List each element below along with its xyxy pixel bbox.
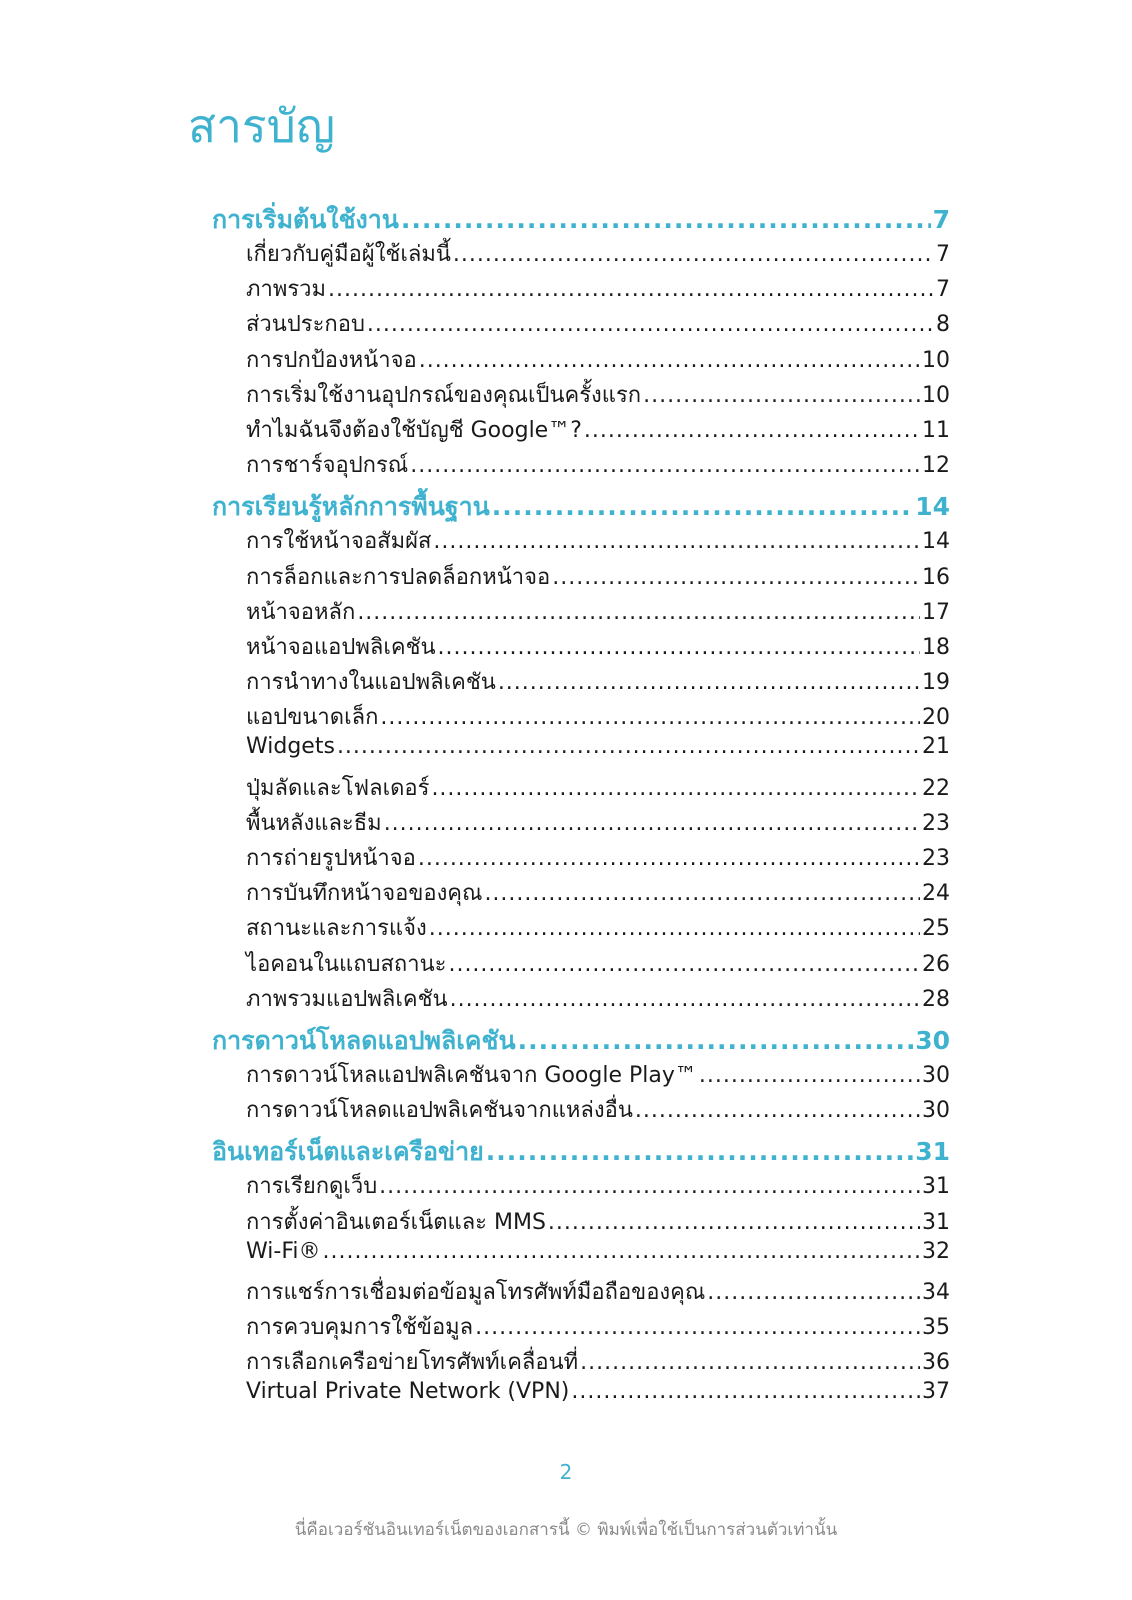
toc-entry[interactable] [212,559,950,594]
toc-section-page: 31 [915,1137,950,1167]
toc-entry-label: หน้าจอแอปพลิเคชัน [246,634,436,660]
toc-section-entry[interactable] [212,200,950,236]
toc-entry[interactable] [212,1092,950,1127]
dot-leader [379,1174,920,1199]
toc-entry[interactable] [212,377,950,412]
toc-entry-page: 35 [922,1315,950,1341]
toc-entry-page: 26 [922,951,950,977]
dot-leader [699,1063,920,1088]
toc-section-entry[interactable] [212,1021,950,1057]
toc-entry-page: 36 [922,1350,950,1376]
toc-entry-label: ไอคอนในแถบสถานะ [246,951,447,977]
toc-entry-page: 31 [922,1209,950,1235]
dot-leader [367,312,934,337]
toc-section-label: การเรียนรู้หลักการพื้นฐาน [212,492,490,522]
toc-section-page: 7 [932,205,950,234]
toc-entry-label: การชาร์จอุปกรณ์ [246,453,409,479]
toc-entry[interactable] [212,1239,950,1274]
dot-leader [448,952,920,977]
toc-entry[interactable] [212,734,950,769]
toc-entry-page: 19 [922,670,950,696]
toc-entry-page: 14 [922,529,950,555]
dot-leader [438,635,920,660]
toc-entry[interactable] [212,1204,950,1239]
toc-entry-label: การล็อกและการปลดล็อกหน้าจอ [246,564,551,590]
toc-entry[interactable] [212,1379,950,1414]
dot-leader [337,734,920,759]
dot-leader [401,205,931,234]
dot-leader [384,811,920,836]
dot-leader [492,492,913,521]
toc-entry-page: 18 [922,634,950,660]
toc-entry-page: 28 [922,986,950,1012]
toc-entry-page: 31 [922,1174,950,1200]
dot-leader [429,916,920,941]
toc-entry-label: แอปขนาดเล็ก [246,705,379,731]
toc-entry[interactable] [212,664,950,699]
toc-entry-page: 20 [922,705,950,731]
toc-entry-label: พื้นหลังและธีม [246,810,382,836]
toc-section-label: การดาวน์โหลดแอปพลิเคชัน [212,1025,516,1055]
toc-entry-page: 23 [922,810,950,836]
toc-entry-label: การเริ่มใช้งานอุปกรณ์ของคุณเป็นครั้งแรก [246,382,642,408]
toc-entry[interactable] [212,699,950,734]
toc-section-page: 30 [915,1025,950,1055]
toc-entry-page: 7 [936,242,950,267]
toc-section-label: อินเทอร์เน็ตและเครือข่าย [212,1137,484,1167]
toc-entry-label: ส่วนประกอบ [246,312,365,338]
toc-entry-page: 22 [922,775,950,801]
toc-entry-label: การถ่ายรูปหน้าจอ [246,846,416,871]
toc-entry-label: การเลือกเครือข่ายโทรศัพท์เคลื่อนที่ [246,1350,579,1376]
dot-leader [571,1379,920,1404]
dot-leader [323,1239,921,1264]
toc-entry[interactable] [212,875,950,910]
toc-entry-page: 10 [922,382,950,408]
toc-entry[interactable] [212,910,950,945]
toc-section-label: การเริ่มต้นใช้งาน [212,205,399,234]
toc-entry[interactable] [212,981,950,1016]
toc-entry-label: Widgets [246,734,335,760]
toc-entry-label: เกี่ยวกับคู่มือผู้ใช้เล่มนี้ [246,242,451,267]
dot-leader [410,453,920,478]
toc-entry-page: 17 [922,599,950,625]
toc-entry[interactable] [212,342,950,377]
toc-section-page: 14 [915,492,950,522]
dot-leader [357,600,920,625]
toc-entry-label: ภาพรวมแอปพลิเคชัน [246,986,448,1012]
toc-entry-page: 16 [922,564,950,590]
toc-entry[interactable] [212,1309,950,1344]
toc-entry-label: การดาวน์โหลดแอปพลิเคชันจากแหล่งอื่น [246,1098,633,1124]
toc-entry[interactable] [212,1057,950,1092]
toc-entry-label: หน้าจอหลัก [246,599,356,625]
table-of-contents [212,200,950,1415]
toc-entry[interactable] [212,840,950,875]
toc-entry[interactable] [212,594,950,629]
toc-entry-page: 30 [922,1062,950,1088]
toc-entry[interactable] [212,1168,950,1203]
toc-entry[interactable] [212,770,950,805]
dot-leader [475,1315,920,1340]
toc-entry[interactable] [212,629,950,664]
toc-entry-label: Virtual Private Network (VPN) [246,1379,570,1405]
dot-leader [328,277,934,302]
dot-leader [643,383,920,408]
toc-section-entry[interactable] [212,487,950,523]
toc-entry-page: 23 [922,846,950,871]
toc-entry-label: Wi-Fi® [246,1238,321,1264]
toc-entry[interactable] [212,946,950,981]
toc-entry-label: การนำทางในแอปพลิเคชัน [246,670,496,696]
toc-entry-page: 25 [922,916,950,942]
dot-leader [453,242,934,267]
toc-entry[interactable] [212,1344,950,1379]
toc-entry-page: 37 [922,1379,950,1405]
dot-leader [380,705,920,730]
footer-note: นี่คือเวอร์ชันอินเทอร์เน็ตของเอกสารนี้ © พิมพ์เพื่อใช้เป็นการส่วนตัวเท่านั้น [294,1520,838,1540]
toc-entry-page: 21 [922,734,950,760]
dot-leader [584,418,920,443]
toc-entry-page: 24 [922,881,950,907]
page-title: สารบัญ [188,99,336,153]
dot-leader [552,565,920,590]
page-number: 2 [559,1460,573,1484]
toc-entry-label: การแชร์การเชื่อมต่อข้อมูลโทรศัพท์มือถือของคุณ [246,1279,706,1305]
toc-entry-page: 7 [936,277,950,303]
dot-leader [548,1210,920,1235]
dot-leader [635,1098,920,1123]
dot-leader [419,348,920,373]
dot-leader [431,776,920,801]
dot-leader [580,1350,920,1375]
toc-entry-page: 10 [922,347,950,373]
toc-entry[interactable] [212,236,950,271]
dot-leader [707,1280,920,1305]
toc-entry-label: การควบคุมการใช้ข้อมูล [246,1315,474,1341]
toc-entry-page: 11 [922,417,950,443]
toc-entry[interactable] [212,306,950,341]
toc-section-entry[interactable] [212,1132,950,1168]
toc-entry-label: การบันทึกหน้าจอของคุณ [246,881,483,907]
toc-entry-label: ทำไมฉันจึงต้องใช้บัญชี Google™? [246,417,582,443]
toc-entry-label: การปกป้องหน้าจอ [246,347,417,373]
toc-entry-label: การใช้หน้าจอสัมผัส [246,529,432,555]
toc-entry[interactable] [212,412,950,447]
dot-leader [486,1137,913,1166]
toc-entry[interactable] [212,447,950,482]
toc-entry-page: 8 [936,312,950,338]
dot-leader [518,1026,914,1055]
dot-leader [450,987,920,1012]
dot-leader [484,881,920,906]
dot-leader [498,670,920,695]
dot-leader [418,846,920,871]
dot-leader [433,529,920,554]
toc-entry[interactable] [212,805,950,840]
toc-entry[interactable] [212,523,950,558]
toc-entry-page: 32 [922,1238,950,1264]
toc-entry-label: สถานะและการแจ้ง [246,916,427,942]
toc-entry-page: 30 [922,1098,950,1124]
toc-entry-label: ปุ่มลัดและโฟลเดอร์ [246,775,430,801]
toc-entry-label: การตั้งค่าอินเตอร์เน็ตและ MMS [246,1209,546,1235]
toc-entry-page: 12 [922,453,950,479]
toc-entry-label: ภาพรวม [246,277,327,303]
toc-entry[interactable] [212,1274,950,1309]
toc-entry-page: 34 [922,1279,950,1305]
toc-entry-label: การดาวน์โหลแอปพลิเคชันจาก Google Play™ [246,1062,697,1088]
toc-entry-label: การเรียกดูเว็บ [246,1174,378,1200]
toc-entry[interactable] [212,271,950,306]
